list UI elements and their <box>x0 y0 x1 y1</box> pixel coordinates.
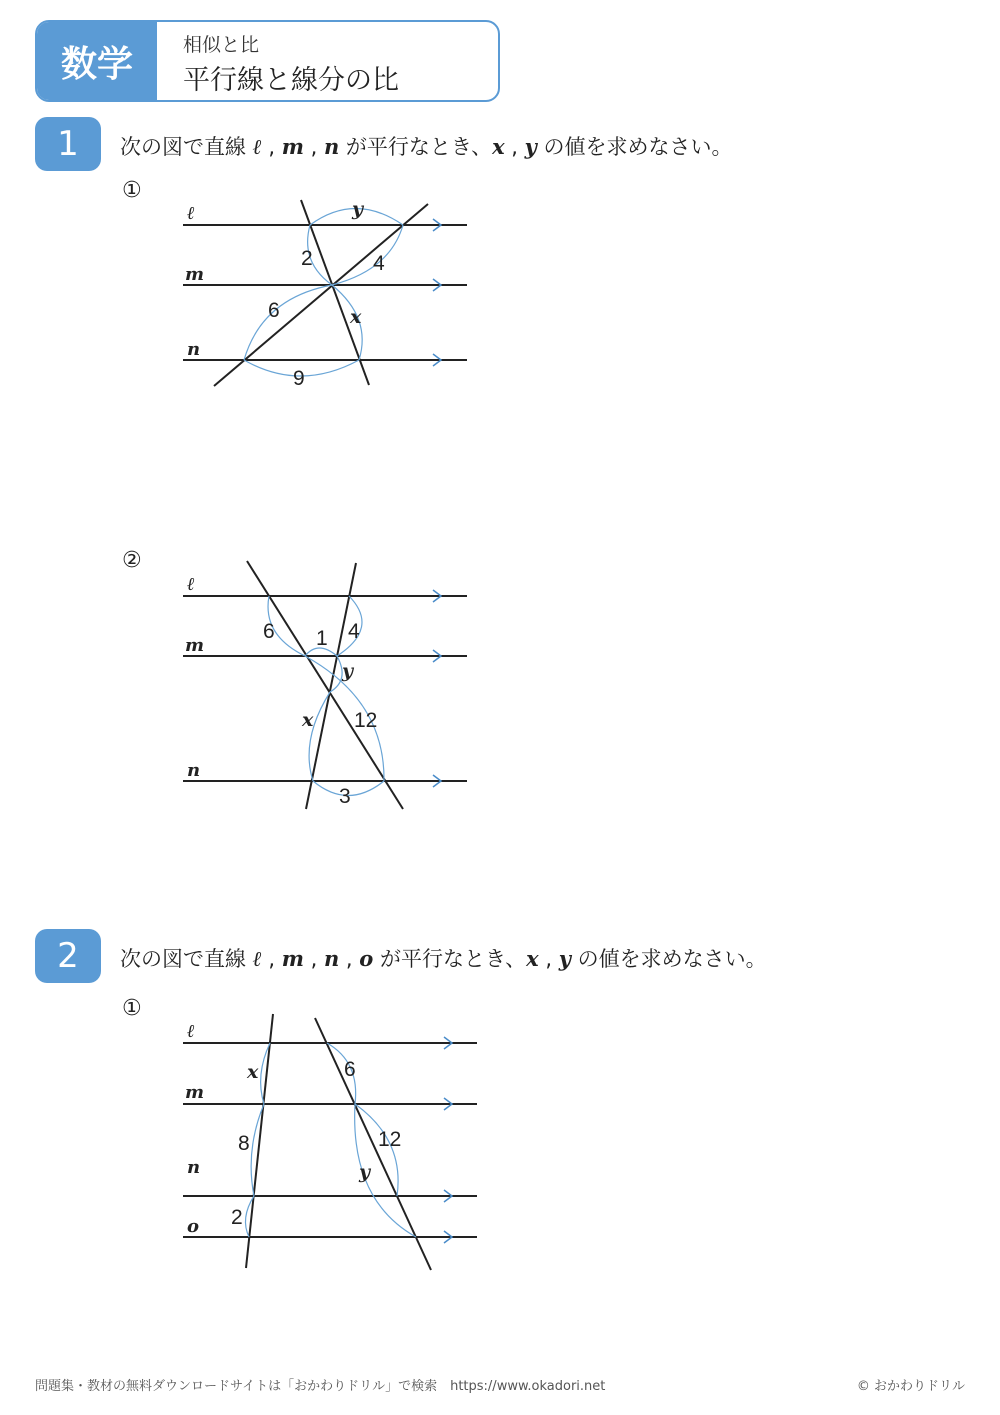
q2f1-label-o: o <box>187 1216 200 1237</box>
q1f1-transversal-a <box>301 200 369 385</box>
question-2-number: 2 <box>35 929 101 983</box>
q1f1-value-2: 2 <box>301 247 313 270</box>
q1-fig2-label: ② <box>122 548 142 573</box>
q2f1-label-m: m <box>185 1082 205 1103</box>
q1f2-value-3: 3 <box>339 785 351 808</box>
q2f1-value-y: y <box>359 1161 371 1183</box>
q1f1-value-x: x <box>350 306 362 328</box>
subject-label: 数学 <box>37 22 157 100</box>
q1f2-value-1: 1 <box>316 627 328 650</box>
footer-source-text: 問題集・教材の無料ダウンロードサイトは「おかわりドリル」で検索 https://www.okadori.net <box>35 1379 606 1394</box>
q1f2-value-x: x <box>302 709 314 731</box>
q2-fig1-label: ① <box>122 996 142 1021</box>
q2f1-label-n: n <box>187 1157 201 1178</box>
q2f1-value-6: 6 <box>344 1058 356 1081</box>
question-2-text: 次の図で直線 ℓ , m , n , o が平行なとき、x , y の値を求めなさい。 <box>120 946 767 971</box>
q1f1-label-n: n <box>187 339 201 360</box>
q1f2-value-12: 12 <box>354 709 378 732</box>
q1-fig2 <box>183 561 467 809</box>
q1f2-value-y: y <box>342 660 354 682</box>
q1f1-value-y: y <box>352 198 364 220</box>
q1f1-transversal-b <box>214 204 428 386</box>
q1f2-transversal-b <box>306 563 356 809</box>
q1f2-label-n: n <box>187 760 201 781</box>
q1f2-value-4: 4 <box>348 620 360 643</box>
q1-fig1-label: ① <box>122 178 142 203</box>
q1f1-value-4: 4 <box>373 252 385 275</box>
q1f2-value-6: 6 <box>263 620 275 643</box>
q1f2-transversal-a <box>247 561 403 809</box>
question-1-number: 1 <box>35 117 101 171</box>
footer-copyright: © おかわりドリル <box>856 1379 965 1394</box>
q1f1-value-9: 9 <box>293 367 305 390</box>
q1f1-value-6: 6 <box>268 299 280 322</box>
q2f1-transversal-a <box>246 1014 273 1268</box>
question-1-text: 次の図で直線 ℓ , m , n が平行なとき、x , y の値を求めなさい。 <box>120 134 733 159</box>
q2f1-value-2: 2 <box>231 1206 243 1229</box>
q2f1-value-8: 8 <box>238 1132 250 1155</box>
q1f1-label-m: m <box>185 264 205 285</box>
q1-fig1 <box>183 198 467 390</box>
q1f2-label-l: ℓ <box>187 574 195 595</box>
q1f1-label-l: ℓ <box>187 203 195 224</box>
q2-fig1 <box>183 1014 477 1270</box>
q2f1-transversal-b <box>315 1018 431 1270</box>
unit-title: 相似と比 <box>183 34 260 56</box>
q2f1-value-12: 12 <box>378 1128 402 1151</box>
q2f1-value-x: x <box>247 1061 259 1083</box>
q1f2-label-m: m <box>185 635 205 656</box>
q2f1-label-l: ℓ <box>187 1021 195 1042</box>
page-title: 平行線と線分の比 <box>183 65 399 96</box>
